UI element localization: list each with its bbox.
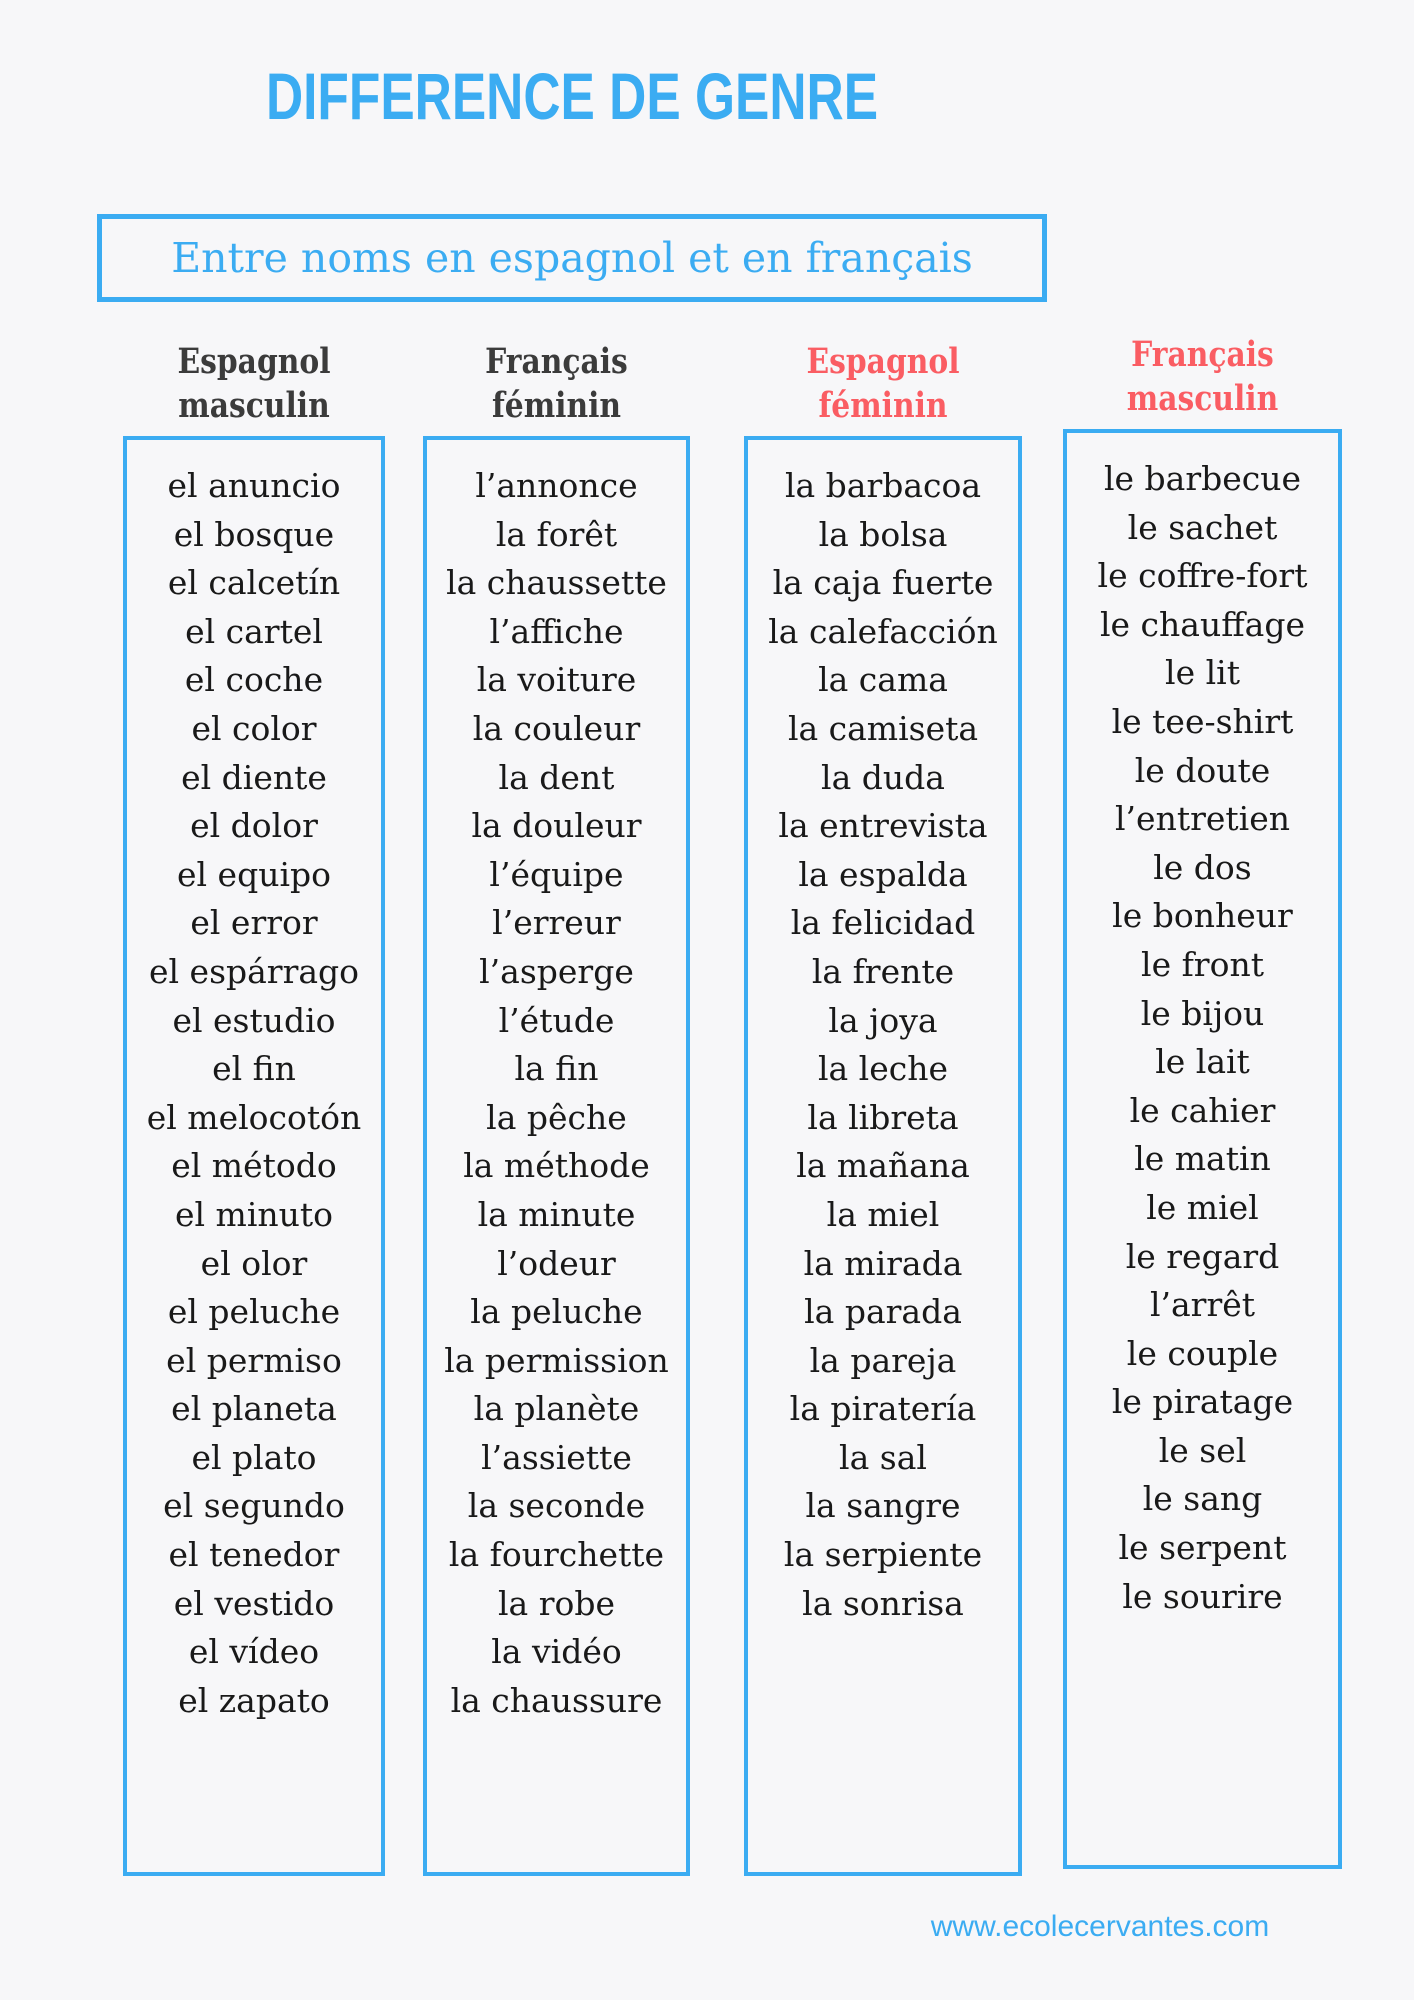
list-item: la libreta	[807, 1097, 959, 1137]
list-item: el estudio	[172, 1000, 336, 1040]
list-item: la forêt	[495, 514, 618, 554]
list-item: l’erreur	[492, 903, 621, 943]
list-item: la méthode	[463, 1146, 650, 1186]
list-item: la leche	[817, 1049, 949, 1089]
list-item: el tenedor	[168, 1535, 340, 1575]
column-espagnol-feminin	[744, 340, 1022, 1876]
list-item: l’asperge	[479, 951, 634, 991]
list-item: el peluche	[167, 1292, 341, 1332]
list-item: la serpiente	[783, 1535, 983, 1575]
column-header	[143, 340, 366, 428]
list-item: la couleur	[472, 708, 641, 748]
column-header-line2: masculin	[1126, 378, 1279, 419]
list-item: la joya	[828, 1000, 938, 1040]
list-item: el cartel	[185, 611, 323, 651]
list-item: la bolsa	[818, 514, 948, 554]
list-item: la entrevista	[778, 806, 988, 846]
list-item: le front	[1141, 944, 1264, 984]
list-item: le serpent	[1118, 1528, 1287, 1568]
list-item: el fin	[212, 1049, 296, 1089]
list-item: el zapato	[178, 1680, 330, 1720]
list-item: la voiture	[476, 660, 637, 700]
list-item: la duda	[821, 757, 945, 797]
list-item: el diente	[181, 757, 327, 797]
list-item: el melocotón	[146, 1097, 362, 1137]
list-item: la minute	[477, 1194, 636, 1234]
column-header-line1: Espagnol	[177, 341, 331, 382]
list-item: le piratage	[1111, 1382, 1294, 1422]
list-item: la chaussure	[450, 1680, 663, 1720]
list-item: le sourire	[1122, 1576, 1283, 1616]
list-item: la peluche	[470, 1292, 643, 1332]
list-item: la douleur	[471, 806, 642, 846]
list-item: la caja fuerte	[772, 563, 994, 603]
list-item: la chaussette	[446, 563, 667, 603]
word-list-francais-masculin	[1063, 429, 1342, 1869]
list-item: le lit	[1165, 653, 1240, 693]
list-item: la sal	[839, 1437, 927, 1477]
subtitle: Entre noms en espagnol et en français	[171, 234, 973, 282]
list-item: el anuncio	[167, 466, 341, 505]
word-list-francais-feminin	[423, 436, 690, 1876]
list-item: el plato	[191, 1437, 317, 1477]
column-header-line1: Français	[485, 341, 628, 382]
list-item: la permission	[444, 1340, 669, 1380]
list-item: la fin	[514, 1049, 599, 1089]
list-item: la mañana	[796, 1146, 970, 1186]
list-item: la robe	[497, 1583, 615, 1623]
list-item: la fourchette	[448, 1535, 665, 1575]
list-item: la sonrisa	[802, 1583, 964, 1623]
list-item: le bonheur	[1112, 896, 1293, 936]
list-item: la dent	[498, 757, 615, 797]
column-francais-feminin	[423, 340, 690, 1876]
word-list-espagnol-feminin	[744, 436, 1022, 1876]
list-item: el coche	[184, 660, 324, 700]
list-item: la camiseta	[787, 708, 979, 748]
list-item: le cahier	[1129, 1090, 1276, 1130]
column-header-line2: masculin	[178, 385, 330, 426]
list-item: le miel	[1146, 1187, 1259, 1227]
column-header-line2: féminin	[818, 385, 948, 426]
list-item: le dos	[1153, 847, 1252, 887]
list-item: el vestido	[173, 1583, 335, 1623]
list-item: la calefacción	[768, 611, 998, 651]
list-item: la miel	[826, 1194, 940, 1234]
website-url: www.ecolecervantes.com	[930, 1910, 1270, 1943]
column-header	[443, 340, 670, 428]
list-item: la parada	[804, 1292, 962, 1332]
list-item: el error	[190, 903, 318, 943]
list-item: la planète	[473, 1389, 640, 1429]
list-item: l’affiche	[489, 611, 624, 651]
list-item: el calcetín	[167, 563, 341, 603]
list-item: el equipo	[176, 854, 332, 894]
list-item: l’odeur	[497, 1243, 616, 1283]
column-header-line1: Espagnol	[806, 341, 960, 382]
list-item: la seconde	[467, 1486, 646, 1526]
list-item: le matin	[1134, 1139, 1271, 1179]
list-item: el olor	[200, 1243, 308, 1283]
list-item: el método	[171, 1146, 337, 1186]
list-item: le sang	[1142, 1479, 1263, 1519]
list-item: la barbacoa	[784, 466, 982, 505]
list-item: le lait	[1155, 1042, 1250, 1082]
list-item: la espalda	[798, 854, 968, 894]
list-item: el espárrago	[148, 951, 360, 991]
list-item: la vidéo	[491, 1632, 622, 1672]
list-item: le couple	[1126, 1333, 1279, 1373]
list-item: l’annonce	[475, 466, 638, 505]
list-item: el color	[191, 708, 317, 748]
list-item: le bijou	[1140, 993, 1265, 1033]
list-item: le doute	[1134, 750, 1271, 790]
list-item: l’assiette	[481, 1437, 632, 1477]
list-item: le coffre-fort	[1097, 556, 1308, 596]
list-item: le regard	[1125, 1236, 1280, 1276]
word-list-espagnol-masculin	[123, 436, 385, 1876]
subtitle-box	[97, 214, 1047, 302]
column-header	[1084, 333, 1321, 421]
list-item: el planeta	[171, 1389, 337, 1429]
list-item: l’étude	[498, 1000, 615, 1040]
list-item: el permiso	[166, 1340, 342, 1380]
column-header-line1: Français	[1131, 334, 1274, 375]
list-item: el dolor	[190, 806, 318, 846]
list-item: el bosque	[173, 514, 335, 554]
list-item: el minuto	[174, 1194, 334, 1234]
list-item: le tee-shirt	[1111, 701, 1294, 741]
list-item: la mirada	[803, 1243, 963, 1283]
list-item: la pêche	[486, 1097, 627, 1137]
column-francais-masculin	[1063, 333, 1342, 1869]
column-espagnol-masculin	[123, 340, 385, 1876]
column-header-line2: féminin	[491, 385, 622, 426]
list-item: la felicidad	[790, 903, 976, 943]
page-title: DIFFERENCE DE GENRE	[265, 59, 879, 133]
list-item: le barbecue	[1103, 459, 1302, 498]
list-item: el vídeo	[188, 1632, 320, 1672]
list-item: la cama	[818, 660, 948, 700]
list-item: le sachet	[1127, 507, 1278, 547]
list-item: l’équipe	[489, 854, 624, 894]
list-item: la pareja	[809, 1340, 957, 1380]
list-item: la piratería	[789, 1389, 977, 1429]
list-item: el segundo	[163, 1486, 345, 1526]
list-item: l’entretien	[1115, 799, 1290, 839]
list-item: la sangre	[805, 1486, 961, 1526]
column-header	[765, 340, 1001, 428]
list-item: la frente	[811, 951, 955, 991]
list-item: le sel	[1158, 1430, 1247, 1470]
list-item: le chauffage	[1099, 604, 1305, 644]
list-item: l’arrêt	[1149, 1285, 1256, 1325]
